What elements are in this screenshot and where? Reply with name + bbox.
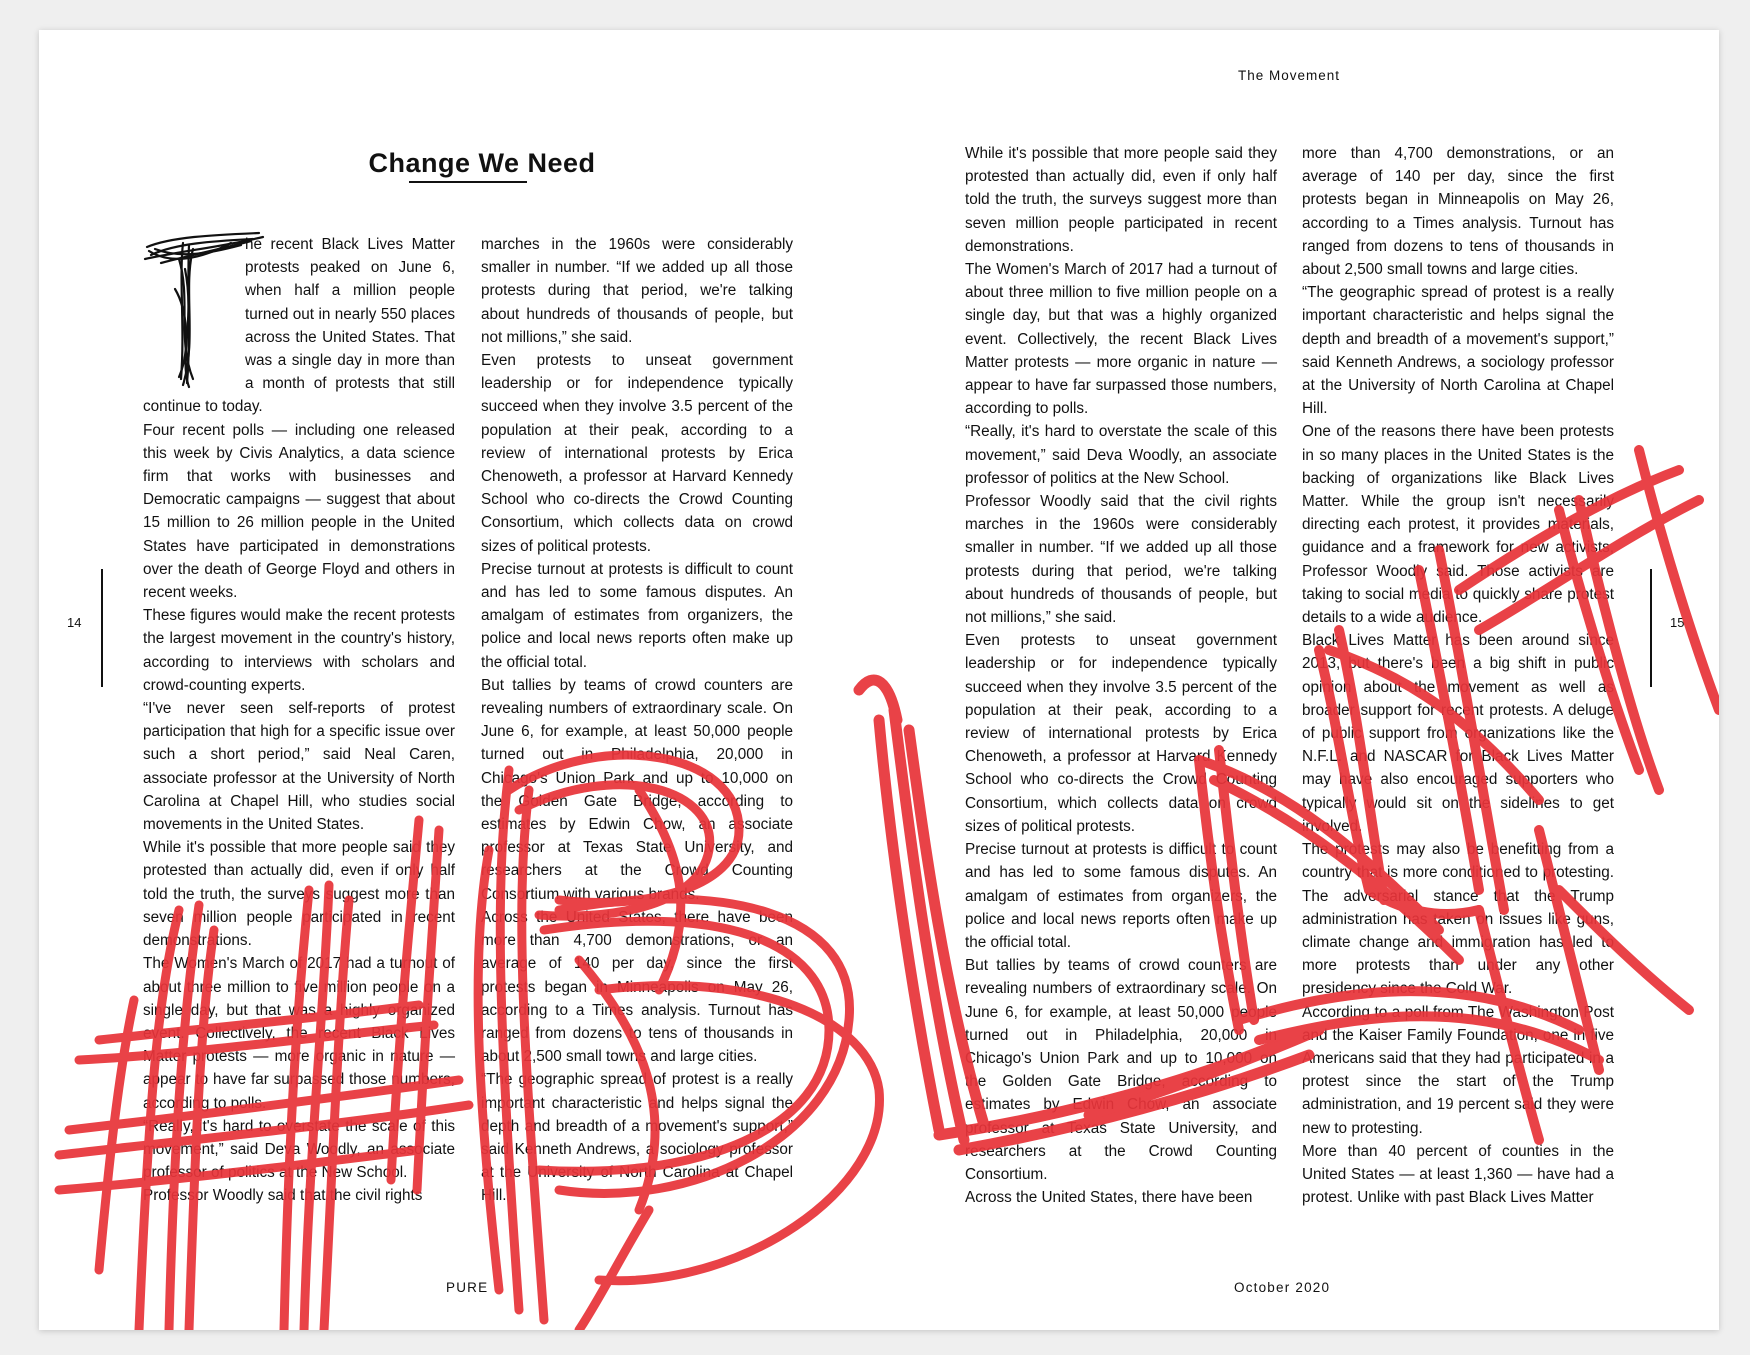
running-head: The Movement: [1237, 68, 1340, 83]
paragraph: More than 40 percent of counties in the United States — at least 1,360 — have had a protest. Unlike with past Black Lives Matter: [1302, 1142, 1614, 1207]
paragraph: “The geographic spread of protest is a really important characteristic and helps signal the depth and breadth of a movement's support,” said Kenneth Andrews, a sociology professor at the University of North Carolina at Chapel Hill.: [481, 1071, 793, 1205]
paragraph: “The geographic spread of protest is a really important characteristic and helps signal the depth and breadth of a movement's support,” said Kenneth Andrews, a sociology professor at the University of North Carolina at Chapel Hill.: [1302, 284, 1614, 418]
paragraph: Four recent polls — including one released this week by Civis Analytics, a data science firm that works with businesses and Democratic campaigns — suggest that about 15 million to 26 million people in the United States have participated in demonstrations over the death of George Floyd and others in recent weeks.: [143, 421, 455, 602]
page-number-left: 14: [67, 615, 82, 630]
text-column-4: [1302, 142, 1614, 1209]
paragraph: Across the United States, there have been: [965, 1189, 1253, 1207]
paragraph: “Really, it's hard to overstate the scale of this movement,” said Deva Woodly, an associate professor of politics at the New School.: [965, 423, 1277, 487]
paragraph: The Women's March of 2017 had a turnout of about three million to five million people on a single day, but that was a highly organized event. Collectively, the recent Black Lives Matter protests — more organic in nature — appear to have far surpassed those numbers, according to polls.: [143, 955, 455, 1112]
paragraph: Black Lives Matter has been around since 2013, but there's been a big shift in public opinion about the movement as well as broader support for recent protests. A deluge of public support from organizations like the N.F.L. and NASCAR for Black Lives Matter may have also encouraged supporters who typically would sit on the sidelines to get involved.: [1302, 632, 1614, 835]
paragraph: Professor Woodly said that the civil rights: [143, 1187, 423, 1205]
paragraph: “I've never seen self-reports of protest participation that high for a specific issue over such a short period,” said Neal Caren, associate professor at the University of North Carolina at Chapel Hill, who studies social movements in the United States.: [143, 700, 455, 834]
paragraph: But tallies by teams of crowd counters are revealing numbers of extraordinary scale. On June 6, for example, at least 50,000 people turned out in Philadelphia, 20,000 in Chicago's Union Park and up to 10,000 on the Golden Gate Bridge, according to estimates by Edwin Chow, an associate professor at Texas State University, and researchers at the Crowd Counting Consortium with various brands.: [481, 676, 793, 903]
dropcap-t: [141, 233, 239, 383]
paragraph: According to a poll from The Washington Post and the Kaiser Family Foundation, one in five Americans said that they had participated in a protest since the start of the Trump administration, and 19 percent said they were new to protesting.: [1302, 1003, 1614, 1137]
title-underline: [409, 181, 527, 183]
paragraph: Across the United States, there have been more than 4,700 demonstrations, or an average of 140 per day, since the first protests began in Minneapolis on May 26, according to a Times analysis. Turnout has ranged from dozens to tens of thousands in about 2,500 small towns and large cities.: [481, 908, 793, 1066]
footer-magazine-name: PURE: [446, 1280, 489, 1295]
paragraph: But tallies by teams of crowd counters are revealing numbers of extraordinary scale. On June 6, for example, at least 50,000 people turned out in Philadelphia, 20,000 in Chicago's Union Park and up to 10,000 on the Golden Gate Bridge, according to estimates by Edwin Chow, an associate professor at Texas State University, and researchers at the Crowd Counting Consortium.: [965, 957, 1277, 1183]
paragraph: The Women's March of 2017 had a turnout of about three million to five million people on a single day, but that was a highly organized event. Collectively, the recent Black Lives Matter protests — more organic in nature — appear to have far surpassed those numbers, according to polls.: [965, 261, 1277, 418]
paragraph: Even protests to unseat government leadership or for independence typically succeed when they involve 3.5 percent of the population at their peak, according to a review of international protests by Erica Chenoweth, a professor at Harvard Kennedy School who co-directs the Crowd Counting Consortium, which collects data on crowd sizes of political protests.: [481, 352, 793, 555]
text-column-3: [965, 142, 1277, 1209]
paragraph: While it's possible that more people said they protested than actually did, even if only half told the truth, the surveys suggest more than seven million people participated in recent demonstrations.: [965, 145, 1277, 255]
folio-rule-right: [1650, 569, 1652, 687]
footer-issue-date: October 2020: [1234, 1280, 1331, 1295]
paragraph: Even protests to unseat government leadership or for independence typically succeed when they involve 3.5 percent of the population at their peak, according to a review of international protests by Erica Chenoweth, a professor at Harvard Kennedy School who co-directs the Crowd Counting Consortium, which collects data on crowd sizes of political protests.: [965, 632, 1277, 835]
paragraph: These figures would make the recent protests the largest movement in the country's history, according to interviews with scholars and crowd-counting experts.: [143, 607, 455, 694]
paragraph: Precise turnout at protests is difficult to count and has led to some famous disputes. An amalgam of estimates from organizers, the police and local news reports often make up the official total.: [481, 560, 793, 671]
paragraph: more than 4,700 demonstrations, or an average of 140 per day, since the first protests began in Minneapolis on May 26, according to a Times analysis. Turnout has ranged from dozens to tens of thousands in about 2,500 small towns and large cities.: [1302, 145, 1614, 279]
paragraph: “Really, it's hard to overstate the scale of this movement,” said Deva Woodly, an associate professor of politics at the New School.: [143, 1117, 455, 1182]
paragraph: he recent Black Lives Matter protests peaked on June 6, when half a million people turned out in nearly 550 places across the United States. That was a single day in more than a month of protests that still continue to today.: [143, 236, 455, 416]
text-column-2: [481, 233, 793, 1208]
paragraph: The protests may also be benefitting from a country that is more conditioned to protesting. The adversarial stance that the Trump administration has taken on issues like guns, climate change and immigration has led to more protests than under any other presidency since the Cold War.: [1302, 841, 1614, 998]
magazine-spread: [39, 30, 1719, 1330]
paragraph: Precise turnout at protests is difficult to count and has led to some famous disputes. An amalgam of estimates from organizers, the police and local news reports often make up the official total.: [965, 841, 1277, 951]
paragraph: marches in the 1960s were considerably smaller in number. “If we added up all those protests during that period, we're talking about hundreds of thousands of people, but not millions,” she said.: [481, 236, 793, 346]
paragraph: While it's possible that more people said they protested than actually did, even if only half told the truth, the surveys suggest more than seven million people participated in recent demonstrations.: [143, 839, 455, 950]
page-number-right: 15: [1670, 615, 1685, 630]
article-title: Change We Need: [368, 148, 596, 179]
folio-rule-left: [101, 569, 103, 687]
paragraph: Professor Woodly said that the civil rights marches in the 1960s were considerably smaller in number. “If we added up all those protests during that period, we're talking about hundreds of thousands of people, but not millions,” she said.: [965, 493, 1277, 627]
text-column-1: [143, 233, 455, 1208]
paragraph: One of the reasons there have been protests in so many places in the United States is the backing of organizations like Black Lives Matter. While the group isn't necessarily directing each protest, it provides materials, guidance and a framework for new activists, Professor Woodly said. Those activists are taking to social media to quickly share protest details to a wide audience.: [1302, 423, 1614, 627]
